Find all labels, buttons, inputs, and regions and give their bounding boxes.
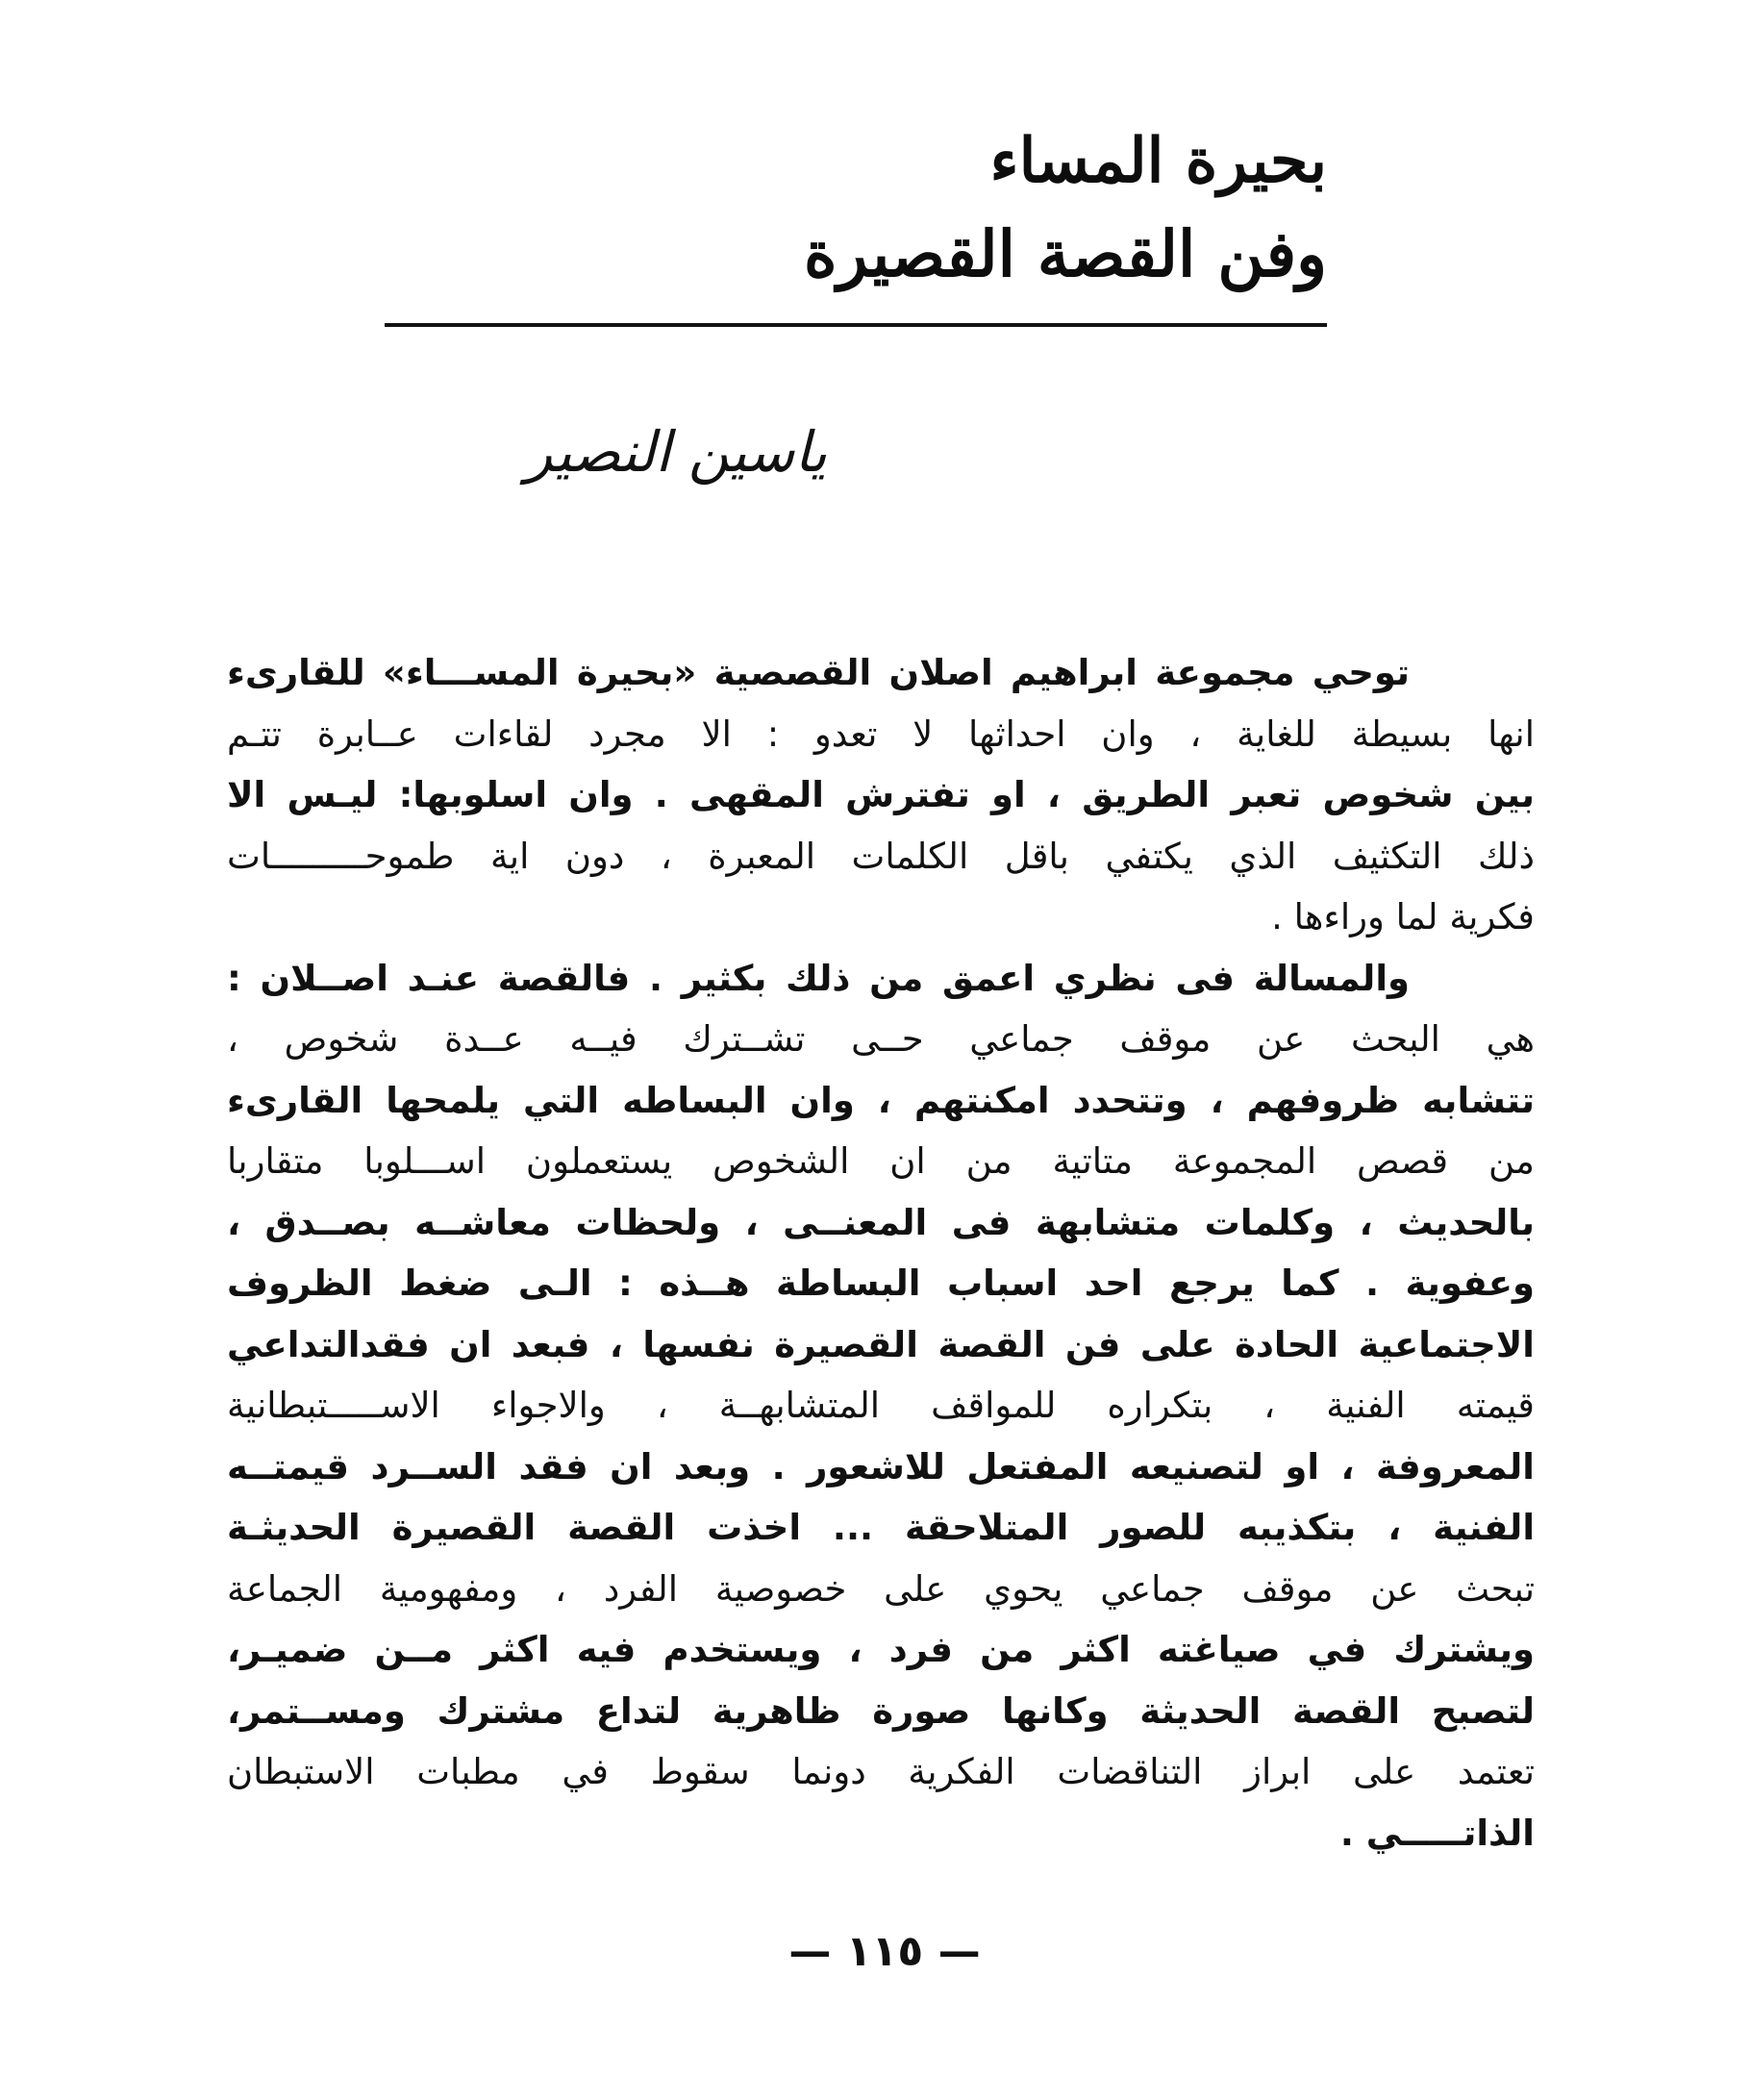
title-line-1: بحيرة المساء [989,125,1327,197]
article-title [375,115,1327,300]
text-line: لتصبح القصة الحديثة وكانها صورة ظاهرية لتداع مشترك ومســتمر، [227,1689,1535,1732]
text-line: فكرية لما وراءها . [1271,896,1535,938]
text-line: هي البحث عن موقف جماعي حــى تشــترك فيــه عــدة شخوص ، [227,1018,1535,1060]
title-divider [385,323,1327,327]
text-line: قيمته الفنية ، بتكراره للمواقف المتشابهــة ، والاجواء الاســـــتبطانية [227,1385,1535,1426]
text-line: انها بسيطة للغاية ، وان احداثها لا تعدو : الا مجرد لقاءات عــابرة تتـم [227,712,1535,755]
text-line: المعروفة ، او لتصنيعه المفتعل للاشعور . وبعد ان فقد الســرد قيمتــه [227,1445,1535,1488]
article-body [227,642,1535,1863]
text-line: ذلك التكثيف الذي يكتفي باقل الكلمات المعبرة ، دون اية طموحـــــــــات [227,835,1535,877]
text-line: بالحديث ، وكلمات متشابهة فى المعنــى ، ولحظات معاشــه بصــدق ، [227,1201,1535,1243]
author-name: ياسين النصير [525,419,827,485]
text-line: والمسالة فى نظري اعمق من ذلك بكثير . فالقصة عنـد اصــلان : [227,957,1410,999]
text-line: الذاتـــــي . [1339,1812,1535,1854]
text-line: توحي مجموعة ابراهيم اصلان القصصية «بحيرة المســـاء» للقارىء [227,652,1410,693]
text-line: الاجتماعية الحادة على فن القصة القصيرة نفسها ، فبعد ان فقدالتداعي [227,1323,1535,1365]
text-line: تعتمد على ابراز التناقضات الفكرية دونما سقوط في مطبات الاستبطان [227,1751,1535,1792]
text-line: الفنية ، بتكذيبه للصور المتلاحقة ... اخذت القصة القصيرة الحديثـة [227,1507,1535,1548]
text-line: بين شخوص تعبر الطريق ، او تفترش المقهى . وان اسلوبها: ليـس الا [227,774,1535,815]
page-number: — ١١٥ — [788,1927,981,1976]
title-line-2: وفن القصة القصيرة [803,216,1327,291]
text-line: ويشترك في صياغته اكثر من فرد ، ويستخدم فيه اكثر مــن ضميـر، [227,1629,1535,1670]
text-line: من قصص المجموعة متاتية من ان الشخوص يستعملون اســـلوبا متقاربا [227,1140,1535,1182]
text-line: تتشابه ظروفهم ، وتتحدد امكنتهم ، وان البساطه التي يلمحها القارىء [227,1079,1535,1121]
text-line: تبحث عن موقف جماعي يحوي على خصوصية الفرد ، ومفهومية الجماعة [227,1567,1535,1610]
text-line: وعفوية . كما يرجع احد اسباب البساطة هــذه : الـى ضغط الظروف [227,1262,1535,1304]
